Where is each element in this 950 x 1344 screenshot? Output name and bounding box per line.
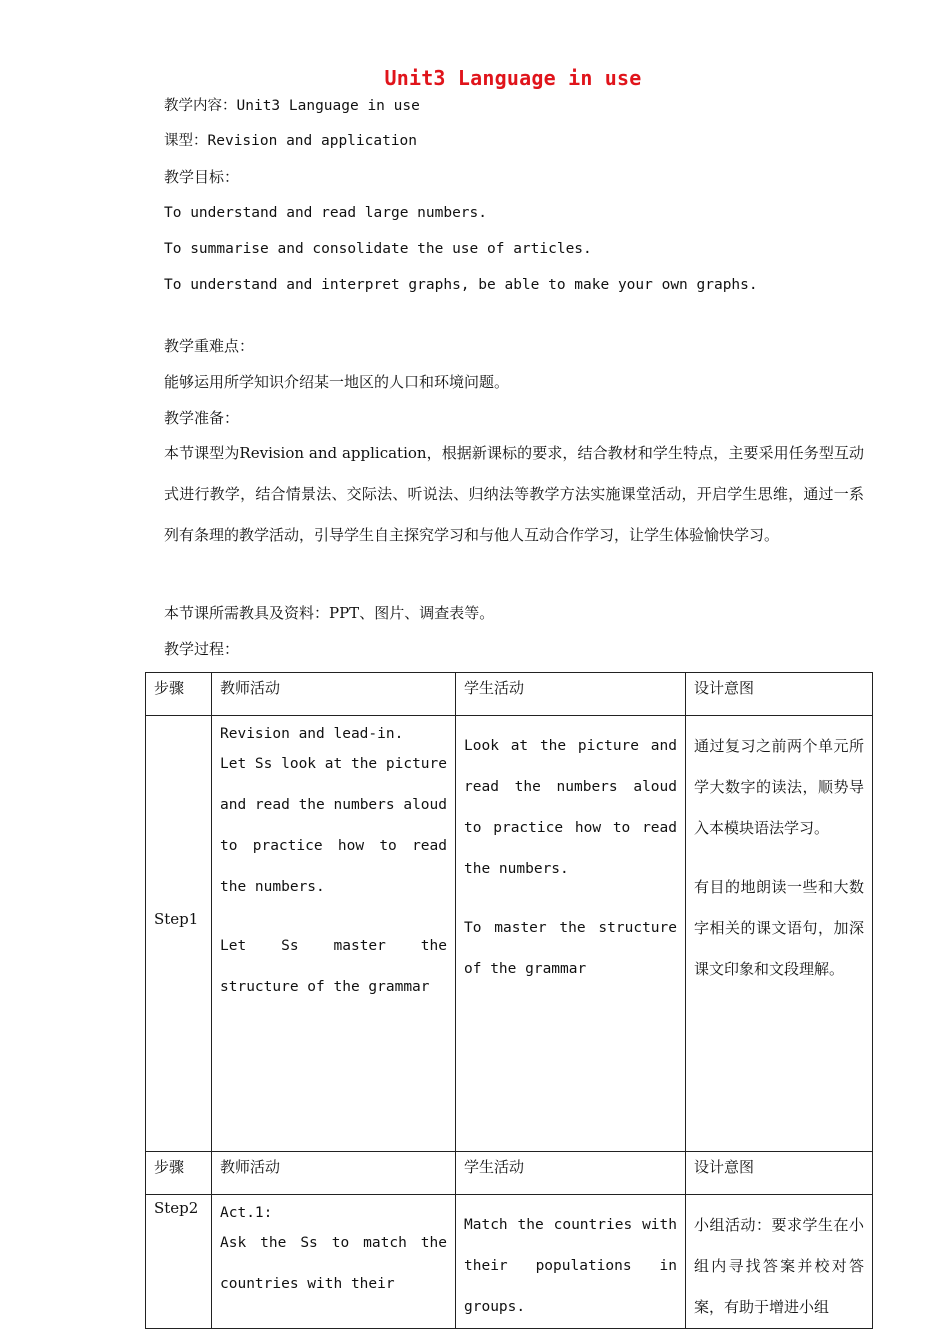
- table-row-step2: [146, 1195, 873, 1329]
- student-activity: Look at the picture and read the numbers aloud to practice how to read the numbers. To master the structure of the grammar: [456, 716, 686, 1152]
- lesson-process-table: [145, 672, 873, 1329]
- header-teacher: 教师活动: [212, 673, 456, 716]
- document-title: Unit3 Language in use: [384, 66, 642, 90]
- key-points-heading: 教学重难点：: [164, 337, 255, 355]
- header-step: 步骤: [146, 673, 212, 716]
- header-teacher: 教师活动: [212, 1152, 456, 1195]
- header-student: 学生活动: [456, 673, 686, 716]
- teacher-activity: Act.1: Ask the Ss to match the countries with their: [212, 1195, 456, 1329]
- header-student: 学生活动: [456, 1152, 686, 1195]
- step-label: Step2: [146, 1195, 212, 1329]
- table-header-row: [146, 673, 873, 716]
- materials-line: 本节课所需教具及资料：PPT、图片、调查表等。: [164, 604, 495, 622]
- step-label: Step1: [146, 716, 212, 1152]
- header-step: 步骤: [146, 1152, 212, 1195]
- header-purpose: 设计意图: [686, 1152, 873, 1195]
- goals-heading: 教学目标：: [164, 168, 240, 186]
- key-points-text: 能够运用所学知识介绍某一地区的人口和环境问题。: [164, 373, 510, 391]
- design-purpose: 通过复习之前两个单元所学大数字的读法，顺势导入本模块语法学习。 有目的地朗读一些和大数字相关的课文语句，加深课文印象和文段理解。: [686, 716, 873, 1152]
- content-line: 教学内容：Unit3 Language in use: [164, 98, 420, 114]
- design-purpose: 小组活动：要求学生在小组内寻找答案并校对答案，有助于增进小组: [686, 1195, 873, 1329]
- prep-paragraph: 本节课型为Revision and application，根据新课标的要求，结合教材和学生特点，主要采用任务型互动式进行教学，结合情景法、交际法、听说法、归纳法等教学方法实施课堂活动，开启学生思维，通过一系列有条理的教学活动，引导学生自主探究学习和与他人互动合作学习，让学生体验愉快学习。: [164, 444, 864, 544]
- goal-item: To understand and interpret graphs, be able to make your own graphs.: [164, 277, 758, 293]
- student-activity: Match the countries with their populations in groups.: [456, 1195, 686, 1329]
- goal-item: To understand and read large numbers.: [164, 205, 488, 221]
- header-purpose: 设计意图: [686, 673, 873, 716]
- table-row-step1: [146, 716, 873, 1152]
- goal-item: To summarise and consolidate the use of articles.: [164, 241, 592, 257]
- type-line: 课型：Revision and application: [164, 133, 418, 149]
- teacher-activity: Revision and lead-in. Let Ss look at the picture and read the numbers aloud to practice how to read the numbers. Let Ss master the structure of the grammar: [212, 716, 456, 1152]
- table-header-row: [146, 1152, 873, 1195]
- prep-heading: 教学准备：: [164, 409, 240, 427]
- process-heading: 教学过程：: [164, 640, 240, 658]
